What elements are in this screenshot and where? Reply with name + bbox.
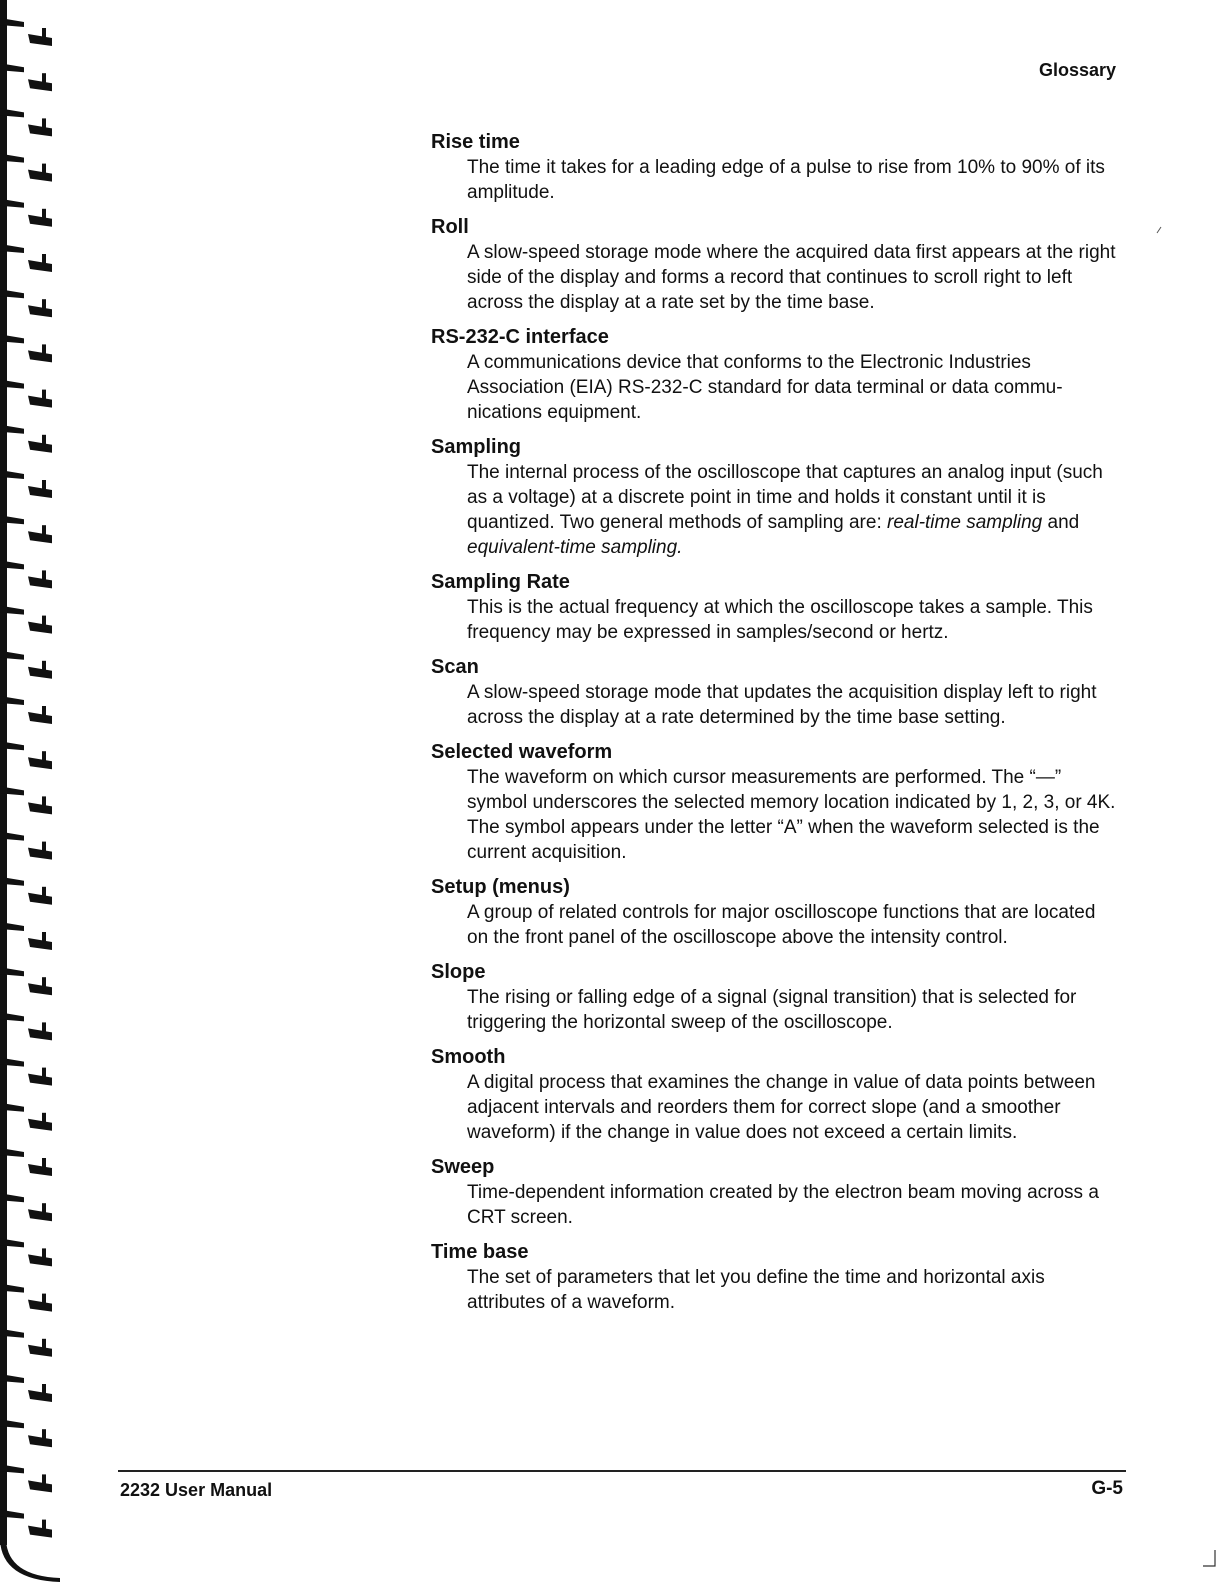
- definition-text: and: [1047, 512, 1080, 533]
- glossary-entry: [431, 875, 1121, 950]
- glossary-term: Smooth: [431, 1046, 506, 1068]
- glossary-entry: [431, 130, 1121, 205]
- italic-term: equivalent-time sampling.: [467, 537, 683, 558]
- footer-manual-title: 2232 User Manual: [120, 1480, 273, 1500]
- glossary-term: Slope: [431, 961, 486, 983]
- glossary-entry: [431, 1045, 1121, 1145]
- stray-pen-mark: [1156, 226, 1162, 234]
- glossary-definition: A communications device that conforms to the Electronic Industries Association (EIA) RS-232-C standard for data terminal or data commu-nications equipment.: [467, 352, 1063, 423]
- glossary-definition: The time it takes for a leading edge of a pulse to rise from 10% to 90% of its amplitude.: [467, 157, 1105, 203]
- definition-text: The internal process of the oscilloscope that captures an analog input (such as a voltage) at a discrete point in time and holds it constant until it is quantized. Two general methods of sampling are:: [467, 462, 1103, 533]
- glossary-definition: A slow-speed storage mode where the acquired data first appears at the right side of the display and forms a record that continues to scroll right to left across the display at a rate set by the time base.: [467, 242, 1116, 313]
- page-header-title: Glossary: [1038, 60, 1116, 80]
- glossary-entry: [431, 215, 1121, 315]
- glossary-term: Scan: [431, 656, 479, 678]
- glossary-list: [431, 130, 1121, 1325]
- glossary-entry: [431, 960, 1121, 1035]
- glossary-definition: Time-dependent information created by the electron beam moving across a CRT screen.: [467, 1182, 1099, 1228]
- glossary-term: Sweep: [431, 1156, 495, 1178]
- glossary-term: Time base: [431, 1241, 529, 1263]
- glossary-definition: The set of parameters that let you define the time and horizontal axis attributes of a waveform.: [467, 1267, 1045, 1313]
- italic-term: real-time sampling: [887, 512, 1043, 533]
- glossary-term: Sampling Rate: [431, 571, 570, 593]
- glossary-entry: [431, 325, 1121, 425]
- spiral-binding-marks: [0, 0, 60, 1584]
- glossary-term: Sampling: [431, 436, 522, 458]
- glossary-definition: [467, 460, 1121, 560]
- glossary-definition: This is the actual frequency at which the oscilloscope takes a sample. This frequency may be expressed in samples/second or hertz.: [467, 597, 1093, 643]
- glossary-definition: The waveform on which cursor measurements are performed. The “—” symbol underscores the selected memory location indicated by 1, 2, 3, or 4K. The symbol appears under the letter “A” when the waveform selected is the current acquisition.: [467, 767, 1116, 863]
- glossary-entry: [431, 435, 1121, 560]
- glossary-term: Selected waveform: [431, 741, 613, 763]
- glossary-entry: [431, 1240, 1121, 1315]
- glossary-definition: The rising or falling edge of a signal (signal transition) that is selected for triggering the horizontal sweep of the oscilloscope.: [467, 987, 1077, 1033]
- footer-divider: [118, 1470, 1126, 1472]
- glossary-definition: A slow-speed storage mode that updates the acquisition display left to right across the display at a rate determined by the time base setting.: [467, 682, 1097, 728]
- corner-crop-mark: [1201, 1548, 1217, 1568]
- glossary-definition: A digital process that examines the change in value of data points between adjacent intervals and reorders them for correct slope (and a smoother waveform) if the change in value does not exceed a certain limits.: [467, 1072, 1096, 1143]
- glossary-term: Setup (menus): [431, 876, 570, 898]
- glossary-entry: [431, 740, 1121, 865]
- glossary-entry: [431, 570, 1121, 645]
- footer-page-number: G-5: [1091, 1478, 1123, 1499]
- glossary-definition: A group of related controls for major oscilloscope functions that are located on the front panel of the oscilloscope above the intensity control.: [467, 902, 1096, 948]
- glossary-term: RS-232-C interface: [431, 326, 609, 348]
- glossary-entry: [431, 1155, 1121, 1230]
- glossary-term: Rise time: [431, 131, 520, 153]
- glossary-entry: [431, 655, 1121, 730]
- glossary-term: Roll: [431, 216, 469, 238]
